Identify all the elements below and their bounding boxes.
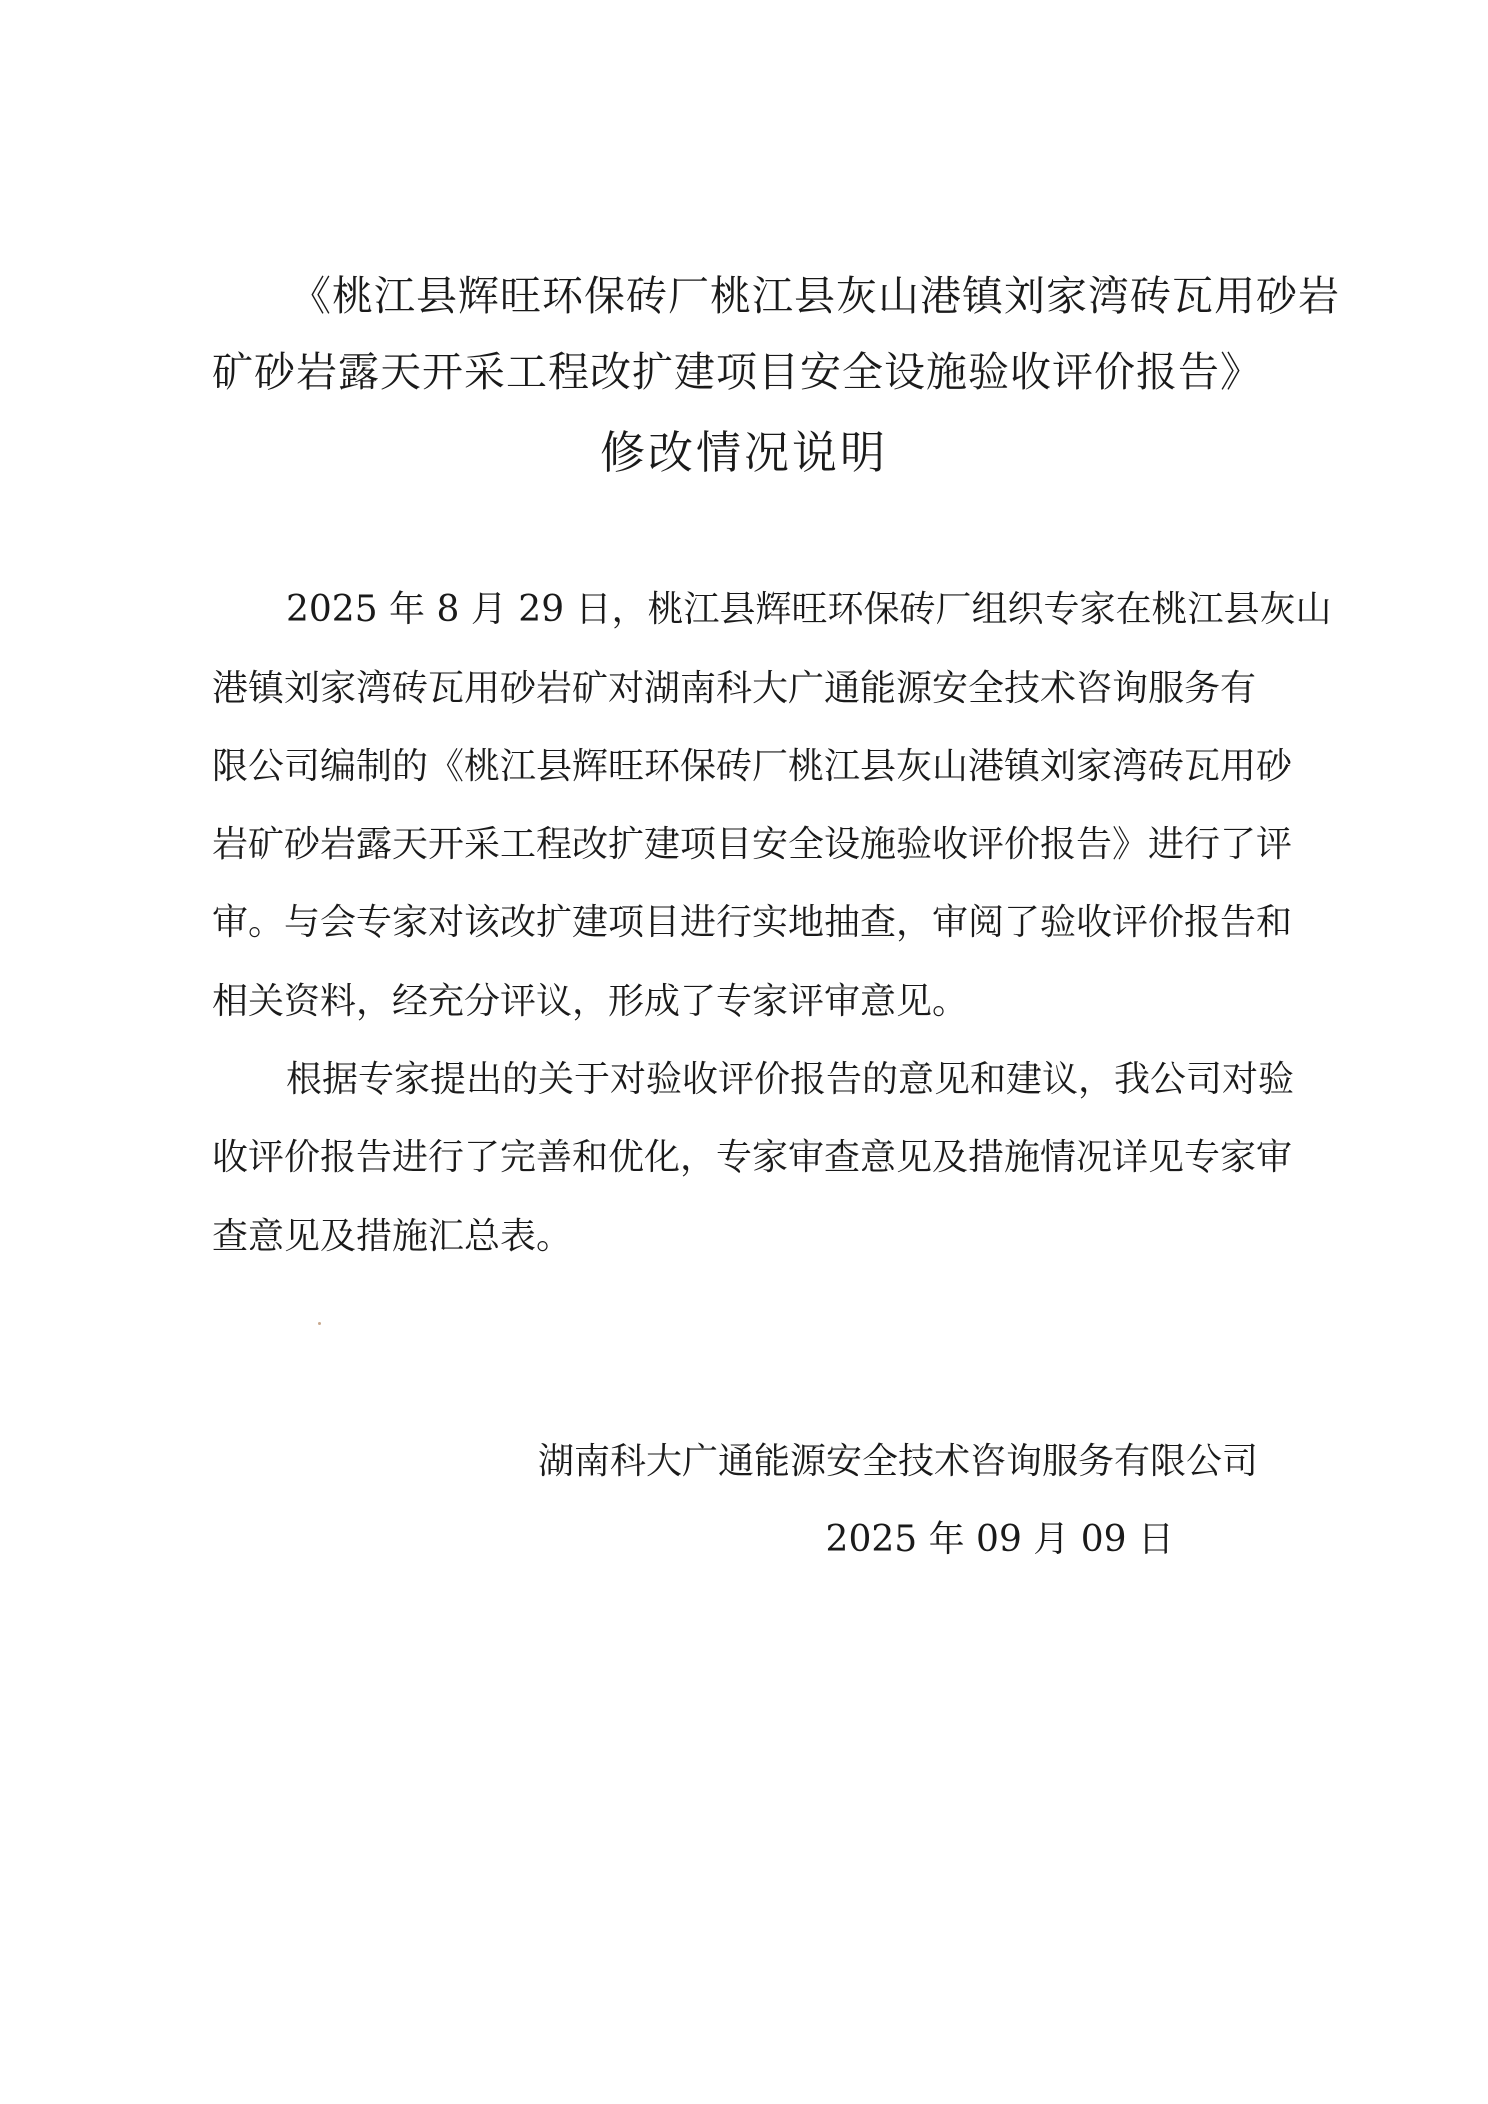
paragraph-1-line-6: 相关资料，经充分评议，形成了专家评审意见。 (212, 981, 969, 1022)
paragraph-1-line-3: 限公司编制的《桃江县辉旺环保砖厂桃江县灰山港镇刘家湾砖瓦用砂 (212, 746, 1293, 787)
paragraph-1-line-4: 岩矿砂岩露天开采工程改扩建项目安全设施验收评价报告》进行了评 (212, 824, 1293, 865)
document-subtitle: 修改情况说明 (599, 426, 888, 479)
paragraph-1-line-1: 2025 年 8 月 29 日，桃江县辉旺环保砖厂组织专家在桃江县灰山 (286, 589, 1332, 630)
signature-date: 2025 年 09 月 09 日 (825, 1519, 1174, 1560)
paragraph-2-line-1: 根据专家提出的关于对验收评价报告的意见和建议，我公司对验 (286, 1059, 1295, 1100)
paragraph-2-line-3: 查意见及措施汇总表。 (212, 1216, 573, 1257)
title-line-2: 矿砂岩露天开采工程改扩建项目安全设施验收评价报告》 (212, 348, 1262, 396)
paragraph-1-line-2: 港镇刘家湾砖瓦用砂岩矿对湖南科大广通能源安全技术咨询服务有 (212, 668, 1257, 709)
paragraph-2-line-2: 收评价报告进行了完善和优化，专家审查意见及措施情况详见专家审 (212, 1137, 1293, 1178)
title-line-1: 《桃江县辉旺环保砖厂桃江县灰山港镇刘家湾砖瓦用砂岩 (290, 272, 1340, 320)
scan-speck (318, 1322, 321, 1325)
paragraph-1-line-5: 审。与会专家对该改扩建项目进行实地抽查，审阅了验收评价报告和 (212, 902, 1293, 943)
signature-company: 湖南科大广通能源安全技术咨询服务有限公司 (537, 1441, 1258, 1482)
